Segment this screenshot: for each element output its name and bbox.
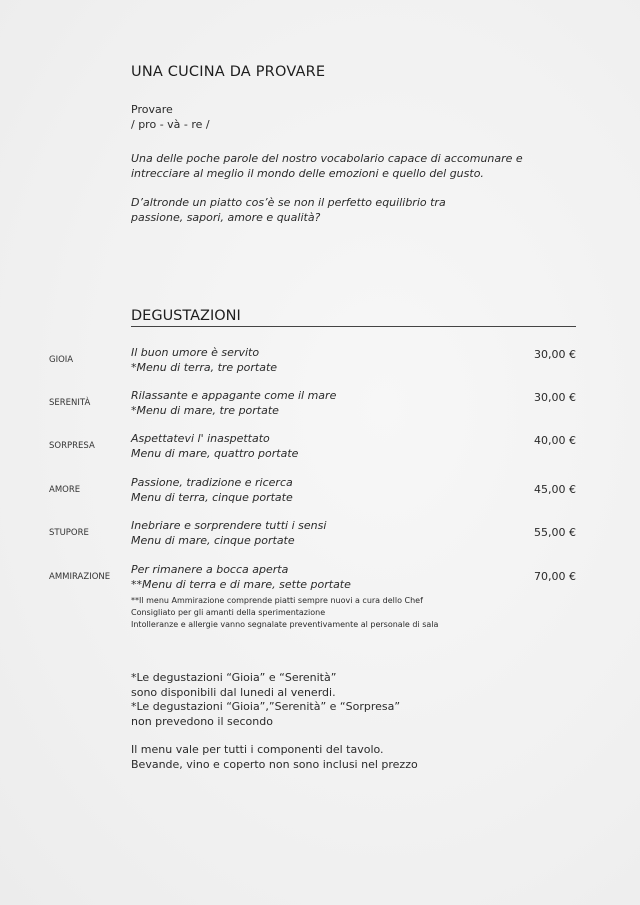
intro-paragraph-2 [131,195,446,225]
pronunciation: / pro - và - re / [131,118,210,131]
text-line: passione, sapori, amore e qualità? [131,211,321,224]
item-price: 40,00 € [534,434,576,447]
text-line: D’altronde un piatto cos’è se non il perfetto equilibrio tra [131,196,446,209]
item-detail: *Menu di terra, tre portate [131,361,278,374]
item-name: GIOIA [49,355,74,365]
item-tagline: Rilassante e appagante come il mare [131,389,337,402]
item-price: 30,00 € [534,391,576,404]
text-line: intrecciare al meglio il mondo delle emozioni e quello del gusto. [131,167,484,180]
item-name: AMORE [49,485,81,495]
item-name: SERENITÀ [49,398,91,408]
item-description [131,518,326,548]
item-description [131,475,293,505]
item-description [131,562,351,592]
item-tagline: Per rimanere a bocca aperta [131,563,289,576]
item-description [131,431,298,461]
note-line: non prevedono il secondo [131,714,273,728]
intro-word [131,102,210,132]
item-description [131,345,277,375]
item-detail: Menu di terra, cinque portate [131,491,293,504]
footnotes [131,595,438,631]
item-tagline: Il buon umore è servito [131,346,260,359]
item-price: 45,00 € [534,483,576,496]
item-detail: Menu di mare, cinque portate [131,534,295,547]
item-detail: Menu di mare, quattro portate [131,447,299,460]
note-line: *Le degustazioni “Gioia” e “Serenità” [131,671,337,684]
item-name: STUPORE [49,528,89,538]
word: Provare [131,103,173,116]
item-description [131,388,336,418]
note-line: *Le degustazioni “Gioia”,”Serenità” e “Sorpresa” [131,700,401,713]
notes-block-2 [131,743,418,772]
item-detail: **Menu di terra e di mare, sette portate [131,578,351,591]
item-tagline: Passione, tradizione e ricerca [131,476,293,489]
section-title: DEGUSTAZIONI [131,308,241,324]
item-price: 55,00 € [534,526,576,539]
notes-block-1 [131,671,400,729]
text-line: Una delle poche parole del nostro vocabolario capace di accomunare e [131,152,523,165]
footnote: Consigliato per gli amanti della sperimentazione [131,608,326,617]
item-price: 70,00 € [534,570,576,583]
page-title: UNA CUCINA DA PROVARE [131,64,326,80]
item-name: SORPRESA [49,441,95,451]
note-line: Il menu vale per tutti i componenti del tavolo. [131,743,384,756]
item-name: AMMIRAZIONE [49,572,111,582]
item-price: 30,00 € [534,348,576,361]
item-detail: *Menu di mare, tre portate [131,404,279,417]
section-divider [131,326,576,327]
note-line: Bevande, vino e coperto non sono inclusi nel prezzo [131,757,418,771]
item-tagline: Aspettatevi l' inaspettato [131,432,270,445]
footnote: **Il menu Ammirazione comprende piatti sempre nuovi a cura dello Chef [131,596,423,605]
intro-paragraph-1 [131,151,523,181]
footnote: Intolleranze e allergie vanno segnalate preventivamente al personale di sala [131,620,439,629]
note-line: sono disponibili dal lunedi al venerdi. [131,685,336,699]
item-tagline: Inebriare e sorprendere tutti i sensi [131,519,327,532]
